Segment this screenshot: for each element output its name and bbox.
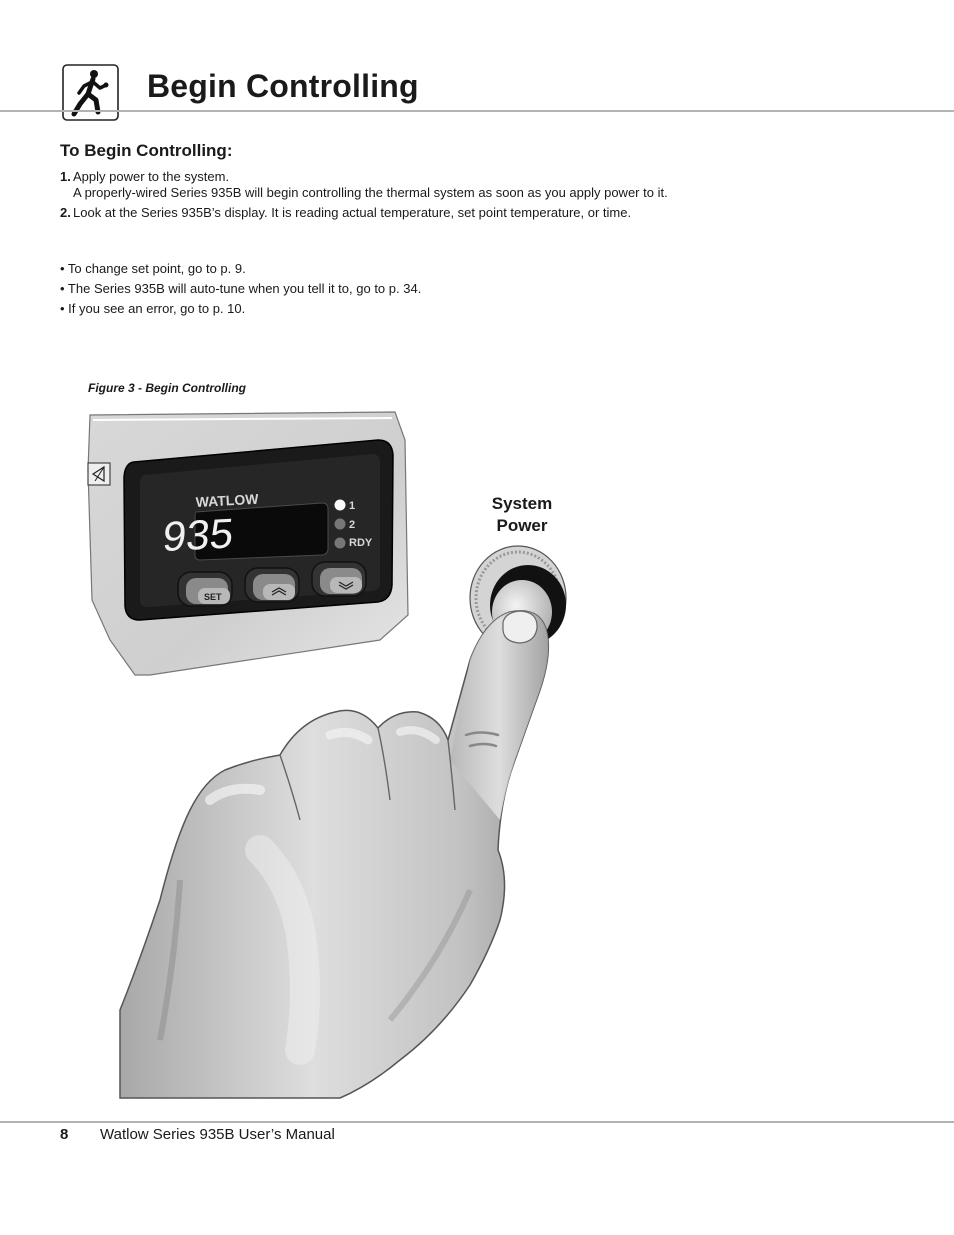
svg-text:SET: SET [204, 592, 222, 602]
manual-title: Watlow Series 935B User’s Manual [100, 1126, 335, 1143]
hand-illustration [120, 611, 548, 1098]
set-button [178, 572, 232, 606]
bullet-item: • If you see an error, go to p. 10. [60, 301, 246, 316]
indicator-led-1 [335, 500, 346, 511]
speaker-icon [88, 463, 110, 485]
fingernail [503, 611, 537, 643]
up-arrow-button [245, 568, 299, 602]
callout-label: System [491, 494, 553, 513]
footer-divider [0, 1121, 954, 1123]
indicator-label-rdy: RDY [349, 537, 373, 549]
step-text: Apply power to the system. [73, 169, 230, 184]
step-text: Look at the Series 935B’s display. It is reading actual temperature, set point temperature, or time. [73, 205, 632, 220]
display-value: 935 [160, 509, 236, 561]
bullet-item: • To change set point, go to p. 9. [60, 261, 246, 276]
figure-caption: Figure 3 - Begin Controlling [88, 381, 246, 395]
page-title: Begin Controlling [147, 68, 419, 104]
down-arrow-button [312, 562, 366, 596]
temperature-controller [124, 440, 393, 620]
callout-label: Power [496, 516, 548, 535]
page-number: 8 [60, 1126, 69, 1143]
indicator-label-2: 2 [349, 519, 356, 531]
indicator-led-2 [335, 519, 346, 530]
step-number: 2. [60, 205, 71, 220]
bullet-item: • The Series 935B will auto-tune when you tell it to, go to p. 34. [60, 281, 422, 296]
section-heading: To Begin Controlling: [60, 141, 233, 160]
brand-logo: WATLOW [195, 490, 259, 510]
step-number: 1. [60, 169, 71, 184]
indicator-led-rdy [335, 538, 346, 549]
step-detail: A properly-wired Series 935B will begin controlling the thermal system as soon as you apply power to it. [73, 184, 668, 200]
indicator-label-1: 1 [349, 500, 356, 512]
